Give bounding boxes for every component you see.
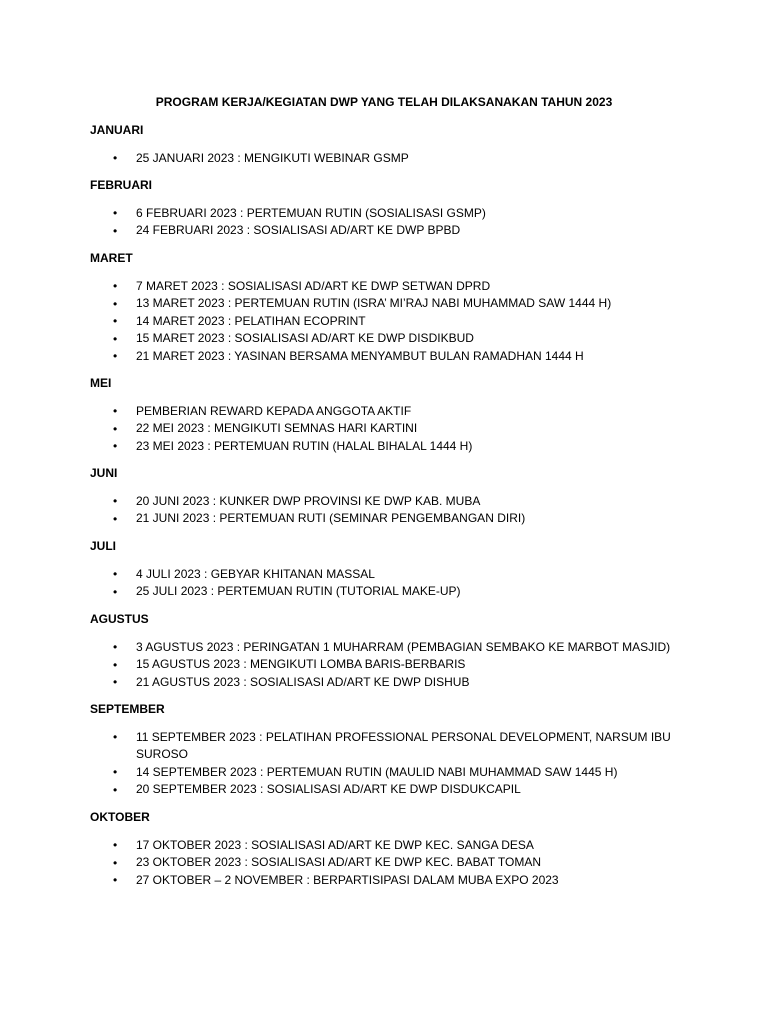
- month-heading: MARET: [90, 251, 133, 265]
- bullet-icon: •: [113, 421, 118, 436]
- list-item: [0, 783, 768, 801]
- item-text: 21 MARET 2023 : YASINAN BERSAMA MENYAMBUT BULAN RAMADHAN 1444 H: [136, 349, 584, 364]
- document-title: PROGRAM KERJA/KEGIATAN DWP YANG TELAH DILAKSANAKAN TAHUN 2023: [155, 95, 613, 109]
- list-item: [0, 567, 768, 585]
- bullet-icon: •: [113, 838, 118, 852]
- item-list: [0, 838, 768, 891]
- bullet-icon: •: [113, 151, 118, 165]
- list-item: [0, 422, 768, 440]
- item-text: 21 JUNI 2023 : PERTEMUAN RUTI (SEMINAR PENGEMBANGAN DIRI): [136, 511, 526, 526]
- item-list: [0, 567, 768, 602]
- item-list: [0, 151, 768, 169]
- list-item: [0, 314, 768, 332]
- bullet-icon: •: [113, 730, 118, 744]
- item-text: 25 JANUARI 2023 : MENGIKUTI WEBINAR GSMP: [136, 150, 409, 165]
- bullet-icon: •: [113, 349, 118, 364]
- bullet-icon: •: [113, 873, 118, 888]
- month-heading: SEPTEMBER: [90, 702, 165, 716]
- bullet-icon: •: [113, 223, 118, 238]
- bullet-icon: •: [113, 657, 118, 672]
- item-list: [0, 640, 768, 693]
- item-text: 23 MEI 2023 : PERTEMUAN RUTIN (HALAL BIHALAL 1444 H): [136, 438, 473, 453]
- item-text: 13 MARET 2023 : PERTEMUAN RUTIN (ISRA’ MI’RAJ NABI MUHAMMAD SAW 1444 H): [136, 296, 612, 311]
- item-text: 23 OKTOBER 2023 : SOSIALISASI AD/ART KE DWP KEC. BABAT TOMAN: [136, 855, 542, 870]
- bullet-icon: •: [113, 511, 118, 526]
- month-heading: OKTOBER: [90, 810, 150, 824]
- item-text: 25 JULI 2023 : PERTEMUAN RUTIN (TUTORIAL MAKE-UP): [136, 584, 461, 599]
- list-item: [0, 279, 768, 297]
- list-item: [0, 585, 768, 603]
- item-text: 24 FEBRUARI 2023 : SOSIALISASI AD/ART KE DWP BPBD: [136, 223, 461, 238]
- list-item: [0, 439, 768, 457]
- bullet-icon: •: [113, 404, 118, 418]
- bullet-icon: •: [113, 855, 118, 870]
- item-text: 15 AGUSTUS 2023 : MENGIKUTI LOMBA BARIS-BERBARIS: [136, 657, 466, 672]
- item-text: 3 AGUSTUS 2023 : PERINGATAN 1 MUHARRAM (PEMBAGIAN SEMBAKO KE MARBOT MASJID): [136, 639, 671, 654]
- bullet-icon: •: [113, 331, 118, 346]
- list-item: [0, 349, 768, 367]
- list-item: [0, 206, 768, 224]
- bullet-icon: •: [113, 584, 118, 599]
- list-item: [0, 730, 768, 765]
- list-item: [0, 512, 768, 530]
- bullet-icon: •: [113, 279, 118, 293]
- list-item: [0, 873, 768, 891]
- list-item: [0, 297, 768, 315]
- bullet-icon: •: [113, 675, 118, 690]
- item-text: 27 OKTOBER – 2 NOVEMBER : BERPARTISIPASI DALAM MUBA EXPO 2023: [136, 872, 559, 887]
- bullet-icon: •: [113, 640, 118, 654]
- item-text: 22 MEI 2023 : MENGIKUTI SEMNAS HARI KARTINI: [136, 421, 418, 436]
- item-text: 11 SEPTEMBER 2023 : PELATIHAN PROFESSIONAL PERSONAL DEVELOPMENT, NARSUM IBU SUROSO: [136, 729, 671, 762]
- item-text: 4 JULI 2023 : GEBYAR KHITANAN MASSAL: [136, 566, 375, 581]
- item-text: 6 FEBRUARI 2023 : PERTEMUAN RUTIN (SOSIALISASI GSMP): [136, 205, 486, 220]
- bullet-icon: •: [113, 296, 118, 311]
- bullet-icon: •: [113, 494, 118, 508]
- month-heading: FEBRUARI: [90, 178, 152, 192]
- list-item: [0, 838, 768, 856]
- item-text: 20 SEPTEMBER 2023 : SOSIALISASI AD/ART KE DWP DISDUKCAPIL: [136, 782, 521, 797]
- bullet-icon: •: [113, 206, 118, 220]
- item-text: 14 SEPTEMBER 2023 : PERTEMUAN RUTIN (MAULID NABI MUHAMMAD SAW 1445 H): [136, 764, 618, 779]
- month-heading: JULI: [90, 539, 117, 553]
- list-item: [0, 640, 768, 658]
- list-item: [0, 224, 768, 242]
- item-text: 21 AGUSTUS 2023 : SOSIALISASI AD/ART KE DWP DISHUB: [136, 674, 470, 689]
- month-heading: AGUSTUS: [90, 612, 149, 626]
- list-item: [0, 332, 768, 350]
- bullet-icon: •: [113, 765, 118, 780]
- item-list: [0, 494, 768, 529]
- item-list: [0, 206, 768, 241]
- bullet-icon: •: [113, 439, 118, 454]
- list-item: [0, 404, 768, 422]
- list-item: [0, 494, 768, 512]
- item-list: [0, 730, 768, 800]
- item-text: 7 MARET 2023 : SOSIALISASI AD/ART KE DWP SETWAN DPRD: [136, 278, 491, 293]
- month-heading: JANUARI: [90, 123, 144, 137]
- item-text: 14 MARET 2023 : PELATIHAN ECOPRINT: [136, 313, 366, 328]
- list-item: [0, 658, 768, 676]
- month-heading: JUNI: [90, 466, 118, 480]
- bullet-icon: •: [113, 314, 118, 329]
- item-list: [0, 404, 768, 457]
- item-text: 15 MARET 2023 : SOSIALISASI AD/ART KE DWP DISDIKBUD: [136, 331, 474, 346]
- item-text: 17 OKTOBER 2023 : SOSIALISASI AD/ART KE DWP KEC. SANGA DESA: [136, 837, 534, 852]
- month-heading: MEI: [90, 376, 112, 390]
- list-item: [0, 765, 768, 783]
- list-item: [0, 675, 768, 693]
- bullet-icon: •: [113, 782, 118, 797]
- item-text: 20 JUNI 2023 : KUNKER DWP PROVINSI KE DWP KAB. MUBA: [136, 493, 481, 508]
- item-text: PEMBERIAN REWARD KEPADA ANGGOTA AKTIF: [136, 403, 412, 418]
- list-item: [0, 856, 768, 874]
- item-list: [0, 279, 768, 367]
- bullet-icon: •: [113, 567, 118, 581]
- list-item: [0, 151, 768, 169]
